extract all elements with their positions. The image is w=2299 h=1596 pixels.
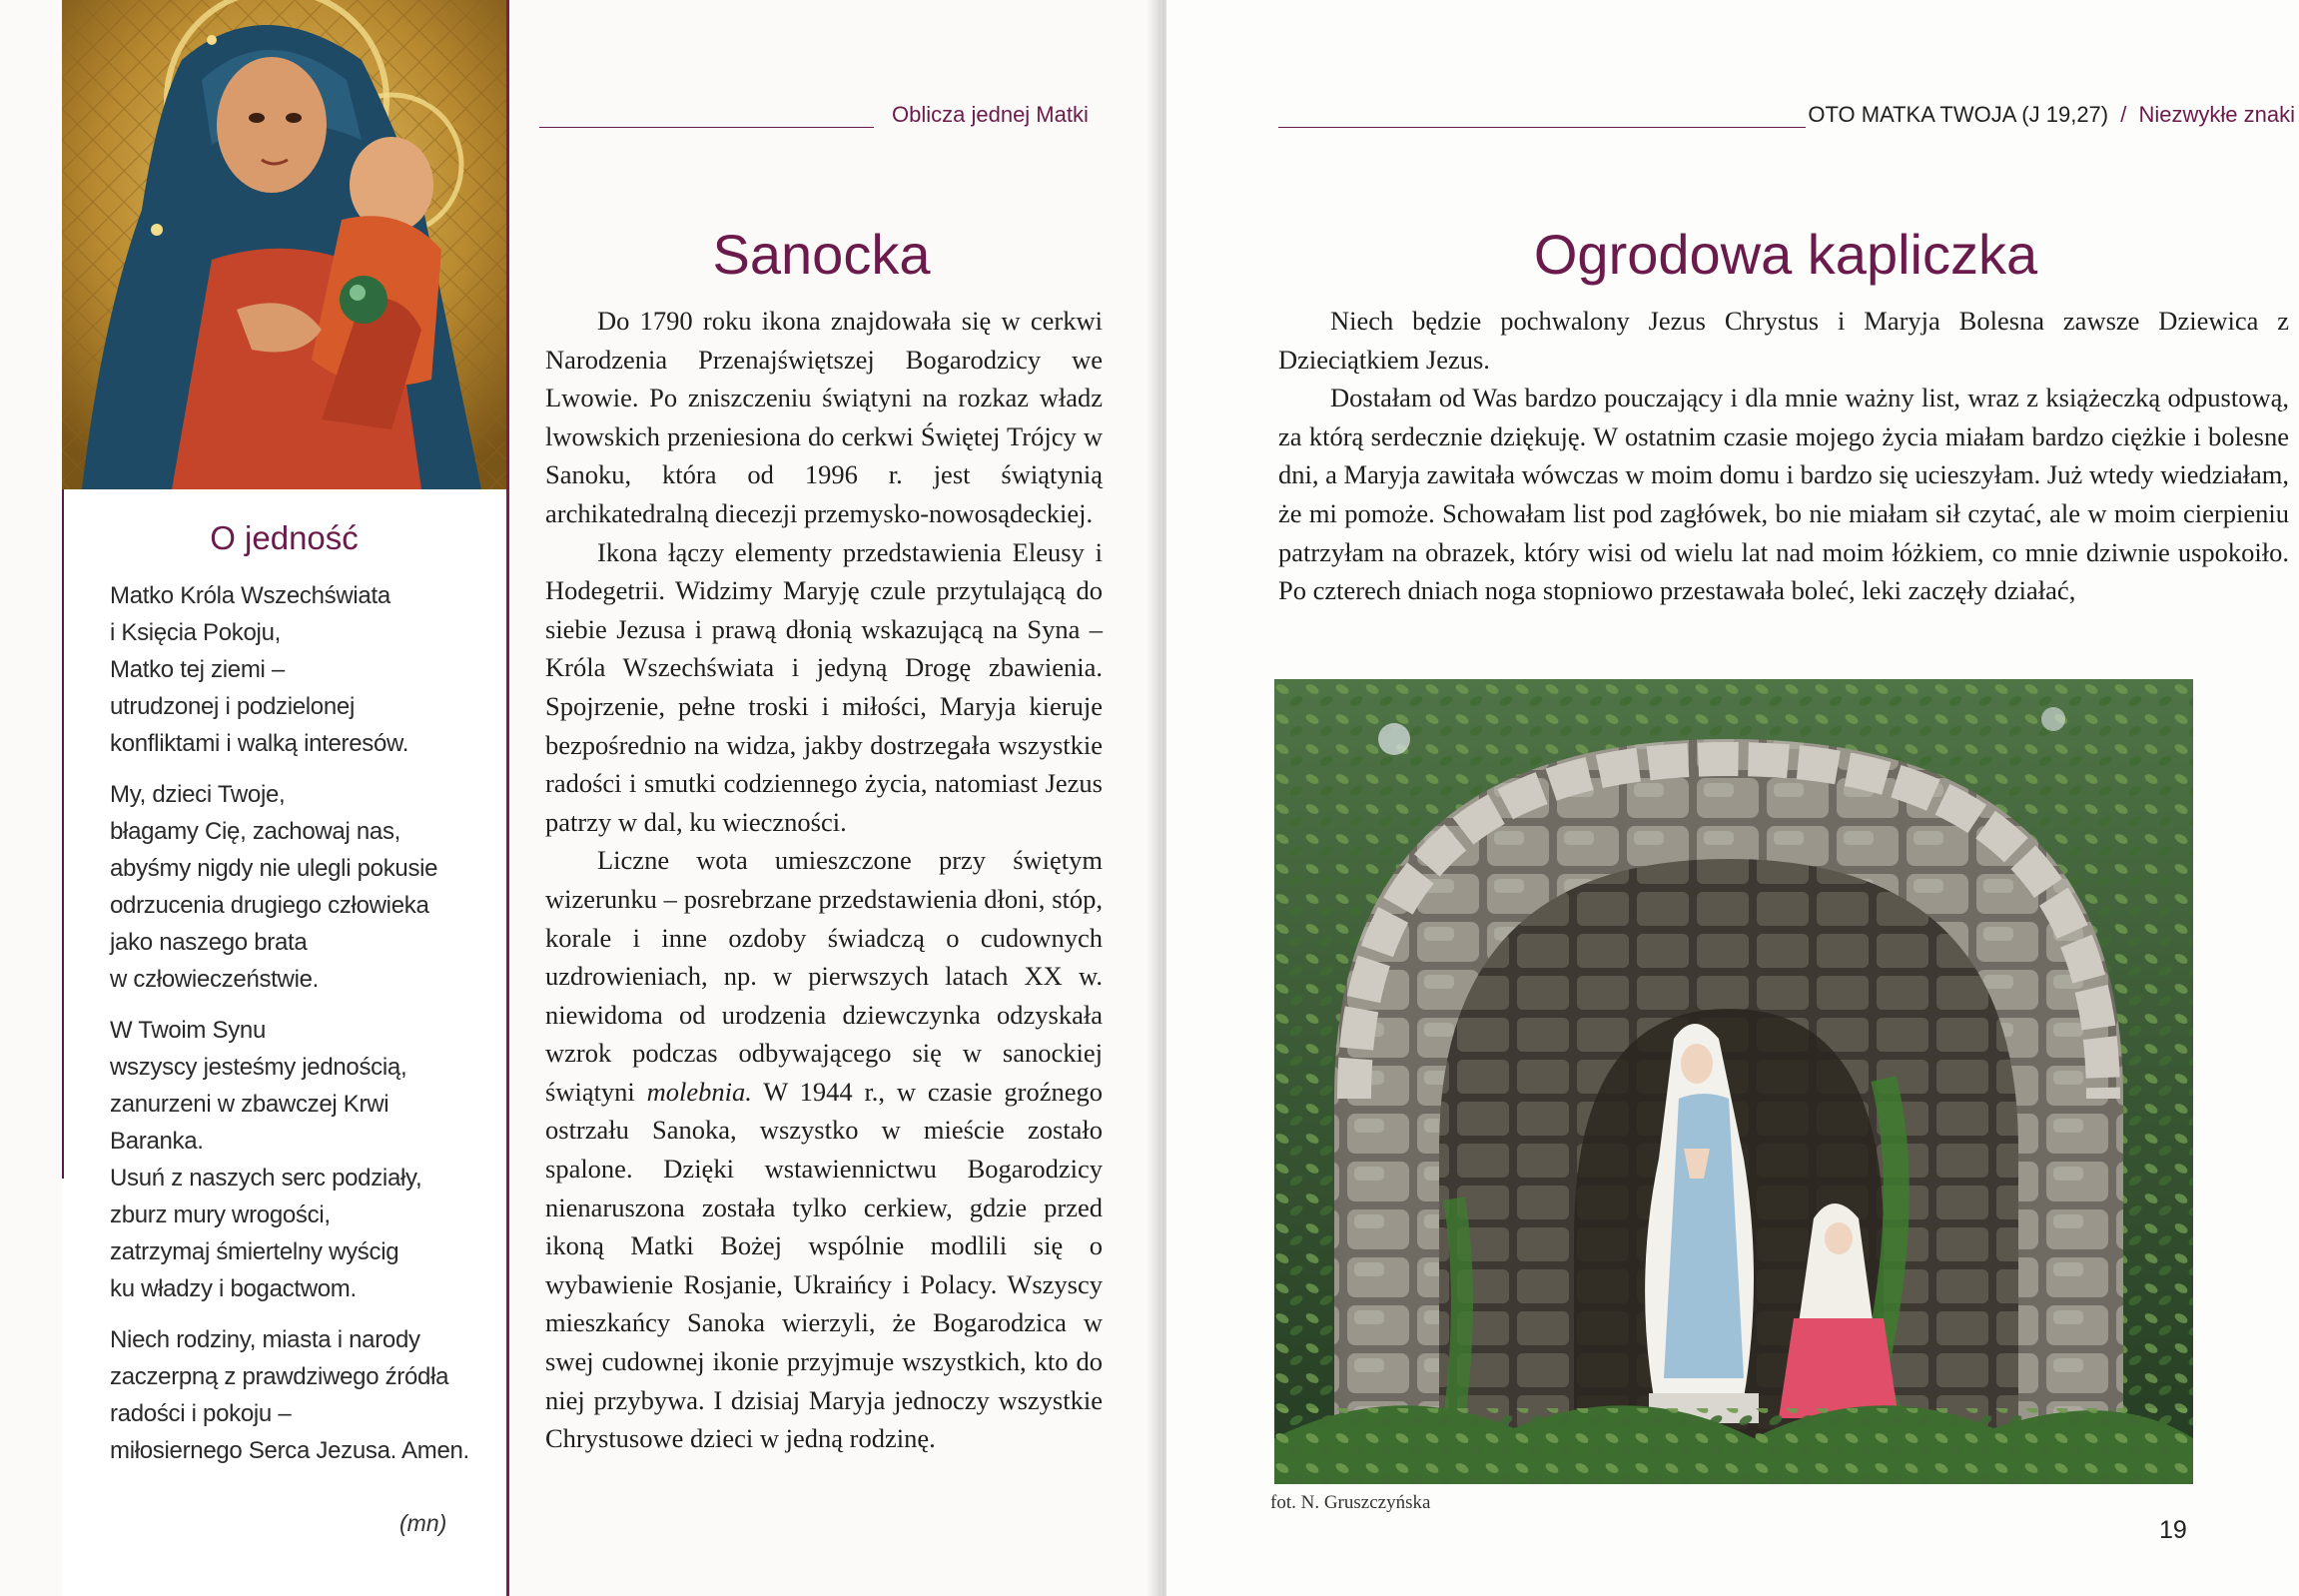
prayer-line: wszyscy jesteśmy jednością,	[110, 1054, 407, 1081]
prayer-line: zburz mury wrogości,	[110, 1201, 331, 1228]
header-main: OTO MATKA TWOJA (J 19,27)	[1808, 102, 2109, 127]
prayer-line: W Twoim Synu	[110, 1017, 266, 1044]
paragraph: Niech będzie pochwalony Jezus Chrystus i Maryja Bolesna zawsze Dziewica z Dzieciątkiem Jezus.	[1278, 306, 2289, 375]
prayer-stanza	[110, 1012, 499, 1307]
prayer-line: i Księcia Pokoju,	[110, 619, 281, 646]
prayer-line: Matko Króla Wszechświata	[110, 582, 390, 609]
prayer-line: radości i pokoju –	[110, 1400, 292, 1427]
grotto-photo	[1274, 679, 2193, 1484]
prayer-line: Usuń z naszych serc podziały,	[110, 1165, 422, 1192]
prayer-line: konfliktami i walką interesów.	[110, 730, 409, 757]
emphasis: molebnia.	[646, 1076, 752, 1107]
article-body	[1278, 302, 2289, 610]
prayer-line: utrudzonej i podzielonej	[110, 693, 355, 720]
prayer-line: Matko tej ziemi –	[110, 656, 285, 683]
paragraph: Liczne wota umieszczone przy świętym wizerunku – posrebrzane przedstawienia dłoni, stóp, korale i inne ozdoby świadczą o cudownych uzdrowieniach, np. w pierwszych latach XX w. niewidoma od urodzenia dziewczynka odzyskała wzrok podczas odbywającego się w sanockiej świątyni molebnia. W 1944 r., w czasie groźnego ostrzału Sanoka, wszystko w mieście zostało spalone. Dzięki wstawiennictwu Bogarodzicy nienaruszona została tylko cerkiew, gdzie przed ikoną Matki Bożej wspólnie modlili się o wybawienie Rosjanie, Ukraińcy i Polacy. Wszyscy mieszkańcy Sanoka wierzyli, że Bogarodzica w swej cudownej ikonie przyjmuje wszystkich, kto do niej przybywa. I dzisiaj Maryja jednoczy wszystkie Chrystusowe dzieci w jedną rodzinę.	[545, 845, 1103, 1454]
prayer-line: zatrzymaj śmiertelny wyścig	[110, 1238, 399, 1265]
photo-credit: fot. N. Gruszczyńska	[1270, 1492, 1431, 1513]
prayer-line: ku władzy i bogactwom.	[110, 1275, 357, 1302]
running-header	[1661, 102, 2295, 128]
prayer-line: odrzucenia drugiego człowieka	[110, 892, 429, 919]
running-header: Oblicza jednej Matki	[892, 102, 1089, 127]
page-number: 19	[2159, 1516, 2187, 1544]
prayer-title: O jedność	[210, 519, 359, 556]
prayer-line: miłosiernego Serca Jezusa. Amen.	[110, 1437, 469, 1464]
paragraph: Ikona łączy elementy przedstawienia Eleusy i Hodegetrii. Widzimy Maryję czule przytulającą do siebie Jezusa i prawą dłonią wskazującą na Syna – Króla Wszechświata i jedyną Drogę zbawienia. Spojrzenie, pełne troski i miłości, Maryja kieruje bezpośrednio na widza, jakby dostrzegała wszystkie radości i smutki codziennego życia, natomiast Jezus patrzy w dal, ku wieczności.	[545, 536, 1103, 837]
prayer-stanza	[110, 1321, 499, 1469]
article-title: Sanocka	[712, 223, 931, 286]
prayer-line: Niech rodziny, miasta i narody	[110, 1326, 420, 1353]
prayer-line: zaczerpną z prawdziwego źródła	[110, 1363, 449, 1390]
article-title: Ogrodowa kapliczka	[1533, 223, 2038, 286]
header-section: Niezwykłe znaki	[2138, 102, 2295, 127]
article-body	[545, 302, 1103, 1458]
paragraph: Dostałam od Was bardzo pouczający i dla mnie ważny list, wraz z książeczką odpustową, za którą serdecznie dziękuję. W ostatnim czasie mojego życia miałam bardzo ciężkie i bolesne dni, a Maryja zawitała wówczas w moim domu i bardzo się ucieszyłam. Już wtedy wiedziałam, że mi pomoże. Schowałam list pod zagłówek, bo nie miałam sił czytać, ale w moim cierpieniu patrzyłam na obrazek, który wisi od wielu lat nad moim łóżkiem, co mnie dziwnie uspokoiło. Po czterech dniach noga stopniowo przestawała boleć, leki zaczęły działać,	[1278, 383, 2289, 606]
prayer-line: zanurzeni w zbawczej Krwi	[110, 1091, 389, 1118]
panel-edge-line	[62, 489, 64, 1179]
prayer-line: jako naszego brata	[110, 929, 308, 956]
madonna-icon-image	[62, 0, 506, 489]
prayer-stanza	[110, 776, 499, 998]
prayer-line: w człowieczeństwie.	[110, 966, 320, 993]
prayer-line: Baranka.	[110, 1128, 204, 1155]
paragraph: Do 1790 roku ikona znajdowała się w cerkwi Narodzenia Przenajświętszej Bogarodzicy we Lwowie. Po zniszczeniu świątyni na rozkaz władz lwowskich przeniesiona do cerkwi Świętej Trójcy w Sanoku, która od 1996 r. jest świątynią archikatedralną diecezji przemysko-nowosądeckiej.	[545, 306, 1103, 528]
header-separator: /	[2120, 102, 2127, 127]
prayer-line: abyśmy nigdy nie ulegli pokusie	[110, 855, 438, 882]
prayer-signature: (mn)	[399, 1510, 447, 1536]
prayer-stanza	[110, 577, 499, 762]
header-rule	[539, 127, 874, 128]
prayer-text	[110, 577, 499, 1483]
column-divider	[506, 0, 509, 1596]
prayer-line: błagamy Cię, zachowaj nas,	[110, 818, 401, 845]
prayer-line: My, dzieci Twoje,	[110, 781, 286, 808]
